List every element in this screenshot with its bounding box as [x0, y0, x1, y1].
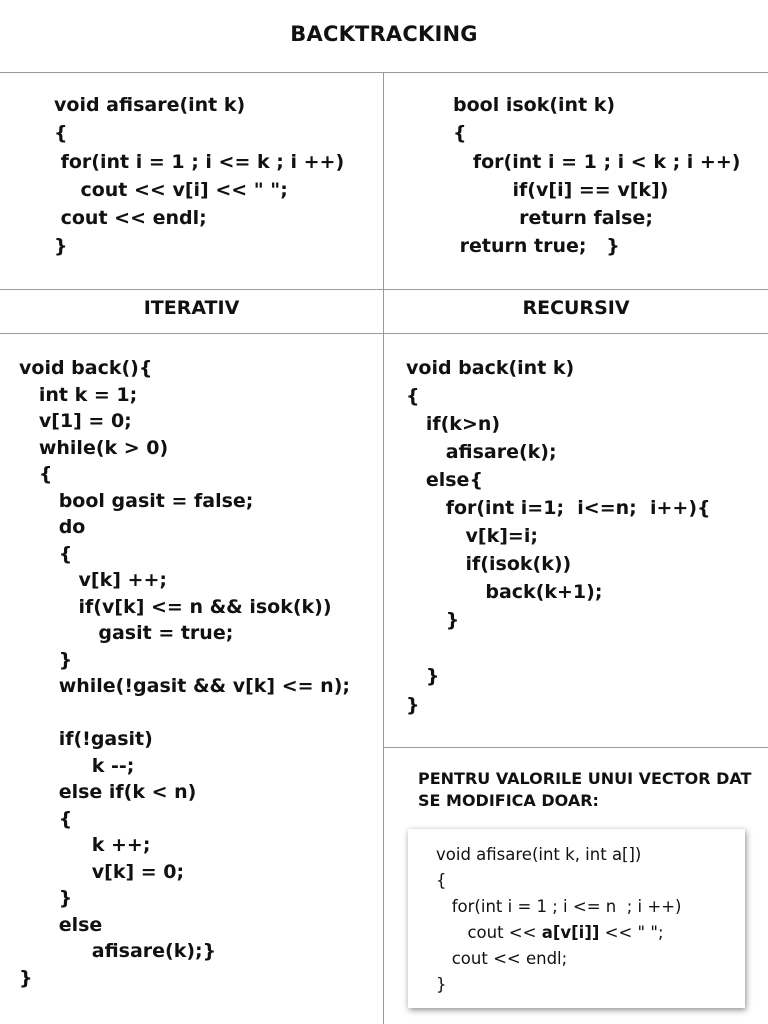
code-line: for(int i = 1 ; i < k ; i ++): [453, 151, 741, 173]
code-line: }: [54, 235, 68, 257]
code-line: for(int i = 1 ; i <= k ; i ++): [54, 151, 345, 173]
code-line: {: [406, 385, 420, 407]
code-line: k ++;: [19, 834, 151, 856]
code-line: if(v[k] <= n && isok(k)): [19, 595, 332, 618]
code-line: }: [406, 665, 440, 687]
code-line: bool isok(int k): [453, 94, 616, 116]
code-line: }: [19, 966, 33, 989]
code-line: back(k+1);: [406, 581, 603, 603]
code-line: k --;: [19, 754, 135, 777]
code-line: void back(int k): [406, 357, 575, 379]
code-line: }: [406, 609, 460, 631]
code-line: v[1] = 0;: [19, 410, 132, 432]
code-line: int k = 1;: [19, 383, 138, 406]
code-line: bool gasit = false;: [19, 489, 254, 512]
code-line: }: [19, 648, 73, 671]
page-title: BACKTRACKING: [290, 22, 478, 46]
recursive-code-block: [406, 357, 766, 727]
divider-vertical: [383, 72, 384, 1024]
code-line: afisare(k);}: [19, 940, 217, 962]
code-line: for(int i = 1 ; i <= n ; i ++): [436, 897, 682, 916]
code-line: while(k > 0): [19, 436, 169, 459]
code-line: {: [19, 542, 73, 565]
code-line: else if(k < n): [19, 781, 197, 803]
code-line: return true; }: [453, 235, 620, 257]
note-title: PENTRU VALORILE UNUI VECTOR DAT SE MODIFICA DOAR:: [418, 769, 752, 810]
code-line: if(!gasit): [19, 728, 153, 750]
code-line: }: [436, 975, 447, 994]
code-line: else{: [406, 469, 483, 491]
code-line: {: [19, 463, 53, 485]
code-line: else: [19, 913, 103, 936]
code-line: }: [19, 887, 73, 909]
code-line: cout << v[i] << " ";: [54, 179, 288, 201]
header-iterativ: ITERATIV: [143, 297, 240, 319]
highlighted-expression: a[v[i]]: [541, 923, 600, 942]
code-text: cout <<: [436, 923, 542, 942]
divider-top: [0, 72, 768, 73]
code-line: if(isok(k)): [406, 553, 572, 575]
divider-headers-bottom: [0, 333, 768, 334]
code-line: [436, 923, 664, 943]
code-line: }: [406, 694, 420, 716]
divider-note: [384, 747, 768, 748]
code-line: afisare(k);: [406, 441, 557, 463]
code-line: cout << endl;: [54, 207, 207, 229]
code-line: {: [19, 807, 73, 830]
code-line: {: [453, 122, 467, 144]
code-line: do: [19, 516, 86, 538]
code-line: {: [54, 122, 68, 144]
code-line: while(!gasit && v[k] <= n);: [19, 675, 350, 697]
afisare-code-block: [54, 94, 374, 264]
code-line: for(int i=1; i<=n; i++){: [406, 497, 711, 519]
divider-headers-top: [0, 289, 768, 290]
header-recursiv: RECURSIV: [522, 297, 630, 319]
code-line: if(k>n): [406, 413, 501, 435]
code-line: void afisare(int k, int a[]): [436, 845, 642, 864]
code-line: void back(){: [19, 357, 153, 379]
code-text: << " ";: [599, 923, 664, 942]
iterative-code-block: [19, 357, 379, 997]
code-line: cout << endl;: [436, 949, 568, 968]
isok-code-block: [453, 94, 763, 264]
code-line: if(v[i] == v[k]): [453, 179, 669, 201]
code-line: v[k] ++;: [19, 569, 167, 591]
code-line: v[k]=i;: [406, 525, 538, 547]
note-code-box: [408, 829, 745, 1008]
code-line: void afisare(int k): [54, 94, 246, 116]
code-line: gasit = true;: [19, 622, 234, 644]
code-line: return false;: [453, 207, 653, 229]
code-line: {: [436, 871, 447, 890]
code-line: v[k] = 0;: [19, 860, 185, 883]
